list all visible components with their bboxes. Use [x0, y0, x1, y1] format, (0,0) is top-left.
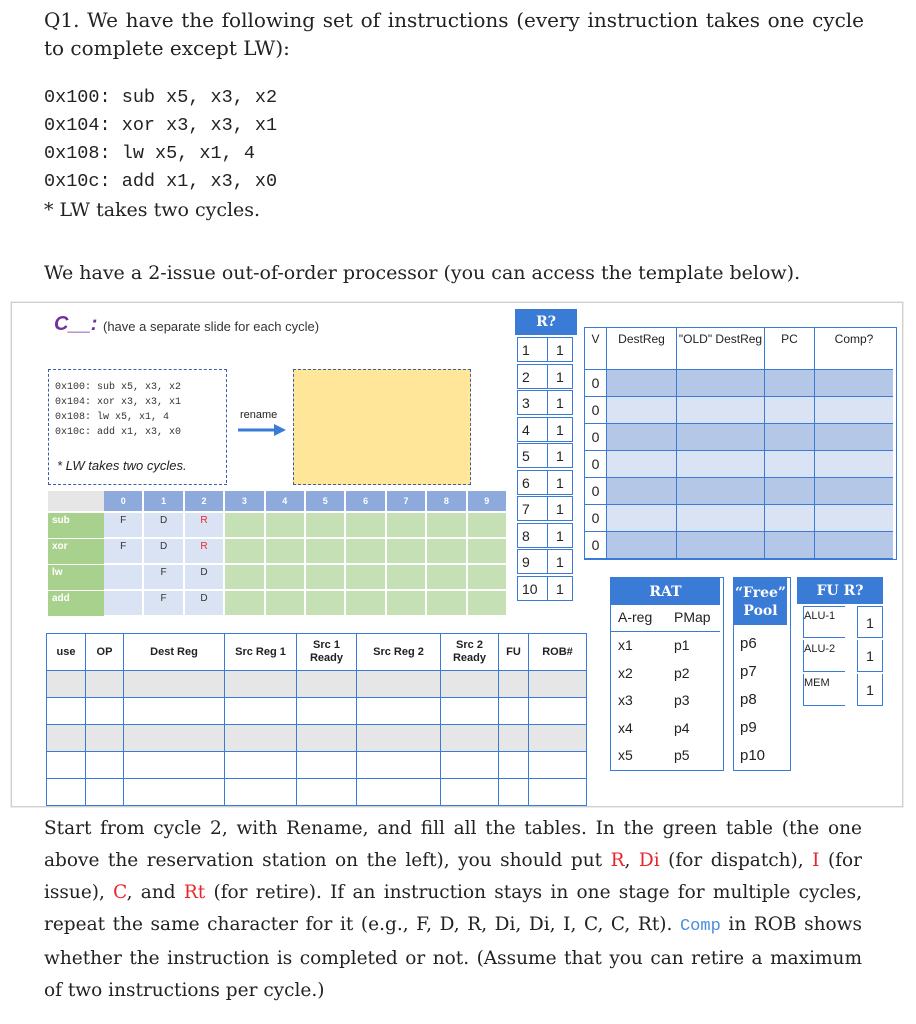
- stage-rt: Rt: [183, 882, 206, 903]
- pipeline-cell[interactable]: D: [185, 591, 224, 616]
- fu-name: ALU-1: [803, 606, 845, 638]
- rs-cell[interactable]: [46, 779, 86, 806]
- instr-text-f: in ROB shows whether the instruction is completed or not. (Assume that you can retire a maximum of two instructions per cycle.): [44, 914, 863, 1001]
- rs-cell[interactable]: [529, 752, 587, 779]
- pipeline-cell[interactable]: [468, 539, 507, 564]
- stage-c: C: [113, 882, 127, 903]
- pipeline-cell[interactable]: [306, 513, 345, 538]
- instructions-paragraph: [44, 813, 862, 1007]
- rob-cell[interactable]: [815, 370, 893, 397]
- pipeline-cell[interactable]: F: [104, 513, 143, 538]
- code-line-2: 0x104: xor x3, x3, x1: [44, 115, 278, 136]
- instr-sep: ,: [624, 850, 639, 871]
- rat-areg: x5: [618, 747, 633, 763]
- fu-name: ALU-2: [803, 640, 845, 672]
- rob-table: [584, 327, 897, 560]
- comp-code: Comp: [679, 917, 721, 936]
- renamed-instructions-box[interactable]: [293, 369, 471, 485]
- free-pool-item[interactable]: p7: [740, 663, 757, 680]
- stage-r: R: [610, 850, 625, 871]
- register-ready-table: [515, 309, 577, 599]
- rob-cell[interactable]: [815, 478, 893, 505]
- pipeline-cell[interactable]: [346, 591, 385, 616]
- rat-pmap[interactable]: p5: [674, 747, 690, 763]
- rat-col-pmap: PMap: [674, 609, 711, 625]
- register-number: 6: [517, 470, 547, 495]
- register-ready-bit[interactable]: 1: [547, 470, 573, 495]
- register-ready-bit[interactable]: 1: [547, 364, 573, 389]
- rs-cell[interactable]: [499, 725, 529, 752]
- rs-cell[interactable]: [297, 779, 357, 806]
- rs-cell[interactable]: [357, 698, 441, 725]
- pipeline-cell[interactable]: [225, 513, 264, 538]
- rob-cell[interactable]: [815, 424, 893, 451]
- rat-pmap[interactable]: p1: [674, 637, 690, 653]
- pipeline-cell[interactable]: [346, 539, 385, 564]
- rs-cell[interactable]: [529, 671, 587, 698]
- code-line-1: 0x100: sub x5, x3, x2: [44, 87, 278, 108]
- rs-cell[interactable]: [46, 752, 86, 779]
- rat-areg: x3: [618, 692, 633, 708]
- rat-areg: x2: [618, 664, 633, 681]
- pipeline-cycle-2: 2: [185, 491, 224, 511]
- cycle-subtitle: (have a separate slide for each cycle): [103, 319, 320, 334]
- rob-header-1: DestReg: [607, 328, 677, 370]
- pipeline-cell[interactable]: F: [144, 591, 183, 616]
- rs-cell[interactable]: [124, 779, 225, 806]
- rs-cell[interactable]: [124, 671, 225, 698]
- rs-cell[interactable]: [225, 698, 297, 725]
- register-ready-bit[interactable]: 1: [547, 576, 573, 601]
- pipeline-cycle-7: 7: [387, 491, 426, 511]
- rs-cell[interactable]: [441, 752, 499, 779]
- rs-cell[interactable]: [499, 752, 529, 779]
- rob-cell[interactable]: [607, 424, 677, 451]
- rob-cell[interactable]: [677, 505, 765, 532]
- pipeline-cell[interactable]: [346, 565, 385, 590]
- pipeline-cell[interactable]: R: [185, 513, 224, 538]
- rob-valid-bit[interactable]: 0: [585, 532, 607, 559]
- pipeline-cell[interactable]: [387, 591, 426, 616]
- pipeline-cell[interactable]: [346, 513, 385, 538]
- rob-cell[interactable]: [815, 451, 893, 478]
- rob-cell[interactable]: [815, 532, 893, 559]
- fu-ready-header: FU R?: [797, 577, 883, 604]
- rob-valid-bit[interactable]: 0: [585, 505, 607, 532]
- rob-valid-bit[interactable]: 0: [585, 397, 607, 424]
- register-number: 4: [517, 417, 547, 442]
- register-ready-header: R?: [515, 309, 577, 335]
- rob-header-4: Comp?: [815, 328, 893, 370]
- rob-header-3: PC: [765, 328, 815, 370]
- lw-note: * LW takes two cycles.: [44, 199, 261, 221]
- rob-cell[interactable]: [765, 505, 815, 532]
- pipeline-cell[interactable]: D: [144, 513, 183, 538]
- rat-areg: x4: [618, 719, 633, 736]
- pipeline-cell[interactable]: R: [185, 539, 224, 564]
- pipeline-cell[interactable]: [468, 591, 507, 616]
- free-pool-item[interactable]: p9: [740, 719, 757, 736]
- register-number: 8: [517, 523, 547, 548]
- register-ready-bit[interactable]: 1: [547, 496, 573, 521]
- rs-header-8: ROB#: [529, 633, 587, 671]
- register-number: 10: [517, 576, 547, 601]
- pipeline-cell[interactable]: [225, 539, 264, 564]
- rs-cell[interactable]: [499, 779, 529, 806]
- rob-cell[interactable]: [765, 478, 815, 505]
- rs-cell[interactable]: [499, 698, 529, 725]
- code-line-3: 0x108: lw x5, x1, 4: [44, 143, 255, 164]
- register-ready-bit[interactable]: 1: [547, 390, 573, 415]
- pipeline-cycle-5: 5: [306, 491, 345, 511]
- rat-pmap[interactable]: p2: [674, 664, 690, 681]
- pipeline-cycle-1: 1: [144, 491, 183, 511]
- rob-cell[interactable]: [765, 397, 815, 424]
- pipeline-cell[interactable]: [104, 565, 143, 590]
- instr-text-d: , and: [126, 882, 184, 903]
- register-number: 7: [517, 496, 547, 521]
- pipeline-cell[interactable]: [104, 591, 143, 616]
- rs-cell[interactable]: [357, 752, 441, 779]
- stage-i: I: [812, 850, 820, 871]
- rs-cell[interactable]: [124, 752, 225, 779]
- rs-cell[interactable]: [297, 698, 357, 725]
- pipeline-table: [48, 491, 504, 619]
- rob-cell[interactable]: [677, 424, 765, 451]
- instr-text-e: (for retire). If an instruction stays in one stage for multiple cycles, repeat the same character for it (e.g., F, D, R, Di, Di, I, C, C, Rt).: [44, 882, 863, 935]
- pipeline-cell[interactable]: [427, 565, 466, 590]
- rs-cell[interactable]: [86, 779, 124, 806]
- code-line-4: 0x10c: add x1, x3, x0: [44, 171, 278, 192]
- rs-cell[interactable]: [357, 779, 441, 806]
- rs-header-7: FU: [499, 633, 529, 671]
- pipeline-cell[interactable]: F: [144, 565, 183, 590]
- slide-code-2: 0x104: xor x3, x3, x1: [55, 397, 182, 408]
- rob-cell[interactable]: [607, 478, 677, 505]
- rat-areg: x1: [618, 637, 633, 653]
- rs-cell[interactable]: [124, 725, 225, 752]
- rs-header-6: Src 2 Ready: [441, 633, 499, 671]
- pipeline-cell[interactable]: [266, 591, 305, 616]
- rs-cell[interactable]: [124, 698, 225, 725]
- rob-cell[interactable]: [607, 397, 677, 424]
- pipeline-cycle-3: 3: [225, 491, 264, 511]
- rob-cell[interactable]: [607, 532, 677, 559]
- rat-table: [610, 577, 724, 771]
- fu-name: MEM: [803, 674, 845, 706]
- rob-cell[interactable]: [607, 370, 677, 397]
- pipeline-cell[interactable]: [387, 565, 426, 590]
- rs-cell[interactable]: [86, 671, 124, 698]
- pipeline-cycle-0: 0: [104, 491, 143, 511]
- free-pool-item[interactable]: p8: [740, 691, 757, 708]
- rob-valid-bit[interactable]: 0: [585, 451, 607, 478]
- rs-cell[interactable]: [86, 752, 124, 779]
- slide-code-box: [48, 369, 227, 485]
- register-ready-bit[interactable]: 1: [547, 549, 573, 574]
- rs-header-3: Src Reg 1: [225, 633, 297, 671]
- pipeline-instr-lw: lw: [48, 565, 104, 590]
- rs-header-4: Src 1 Ready: [297, 633, 357, 671]
- rs-cell[interactable]: [529, 725, 587, 752]
- pipeline-cell[interactable]: [387, 539, 426, 564]
- pipeline-cell[interactable]: F: [104, 539, 143, 564]
- rat-pmap[interactable]: p3: [674, 692, 690, 708]
- rob-cell[interactable]: [677, 532, 765, 559]
- rename-label: rename: [240, 409, 278, 421]
- slide-code-1: 0x100: sub x5, x3, x2: [55, 382, 182, 393]
- pipeline-cell[interactable]: [306, 565, 345, 590]
- stage-di: Di: [638, 850, 660, 871]
- rs-cell[interactable]: [499, 671, 529, 698]
- rs-cell[interactable]: [225, 671, 297, 698]
- rs-header-1: OP: [86, 633, 124, 671]
- rat-pmap[interactable]: p4: [674, 719, 690, 736]
- rob-cell[interactable]: [765, 532, 815, 559]
- rename-arrow-icon: [236, 423, 288, 437]
- rs-cell[interactable]: [529, 779, 587, 806]
- pipeline-cell[interactable]: [266, 539, 305, 564]
- slide-code-4: 0x10c: add x1, x3, x0: [55, 427, 182, 438]
- rob-valid-bit[interactable]: 0: [585, 370, 607, 397]
- rs-cell[interactable]: [86, 725, 124, 752]
- pipeline-cell[interactable]: [306, 591, 345, 616]
- rs-cell[interactable]: [46, 725, 86, 752]
- rat-header: RAT: [611, 578, 720, 605]
- fu-ready-bit[interactable]: 1: [857, 674, 883, 706]
- register-number: 9: [517, 549, 547, 574]
- rat-col-areg: A-reg: [618, 609, 653, 625]
- register-ready-bit[interactable]: 1: [547, 337, 573, 362]
- pipeline-cell[interactable]: [225, 591, 264, 616]
- pipeline-cell[interactable]: [427, 513, 466, 538]
- pipeline-instr-sub: sub: [48, 513, 104, 538]
- pipeline-cell[interactable]: [225, 565, 264, 590]
- register-ready-bit[interactable]: 1: [547, 443, 573, 468]
- pipeline-cell[interactable]: [427, 539, 466, 564]
- rob-cell[interactable]: [677, 451, 765, 478]
- rs-header-5: Src Reg 2: [357, 633, 441, 671]
- rs-cell[interactable]: [297, 671, 357, 698]
- question-title: Q1. We have the following set of instructions (every instruction takes one cycle to complete except LW):: [44, 8, 864, 60]
- rs-cell[interactable]: [357, 671, 441, 698]
- processor-text: We have a 2-issue out-of-order processor (you can access the template below).: [44, 262, 801, 284]
- rob-cell[interactable]: [765, 370, 815, 397]
- pipeline-cycle-6: 6: [346, 491, 385, 511]
- instr-text-a: Start from cycle 2, with Rename, and fill all the tables. In the green table (the one above the reservation station on the left), you should put: [44, 818, 862, 871]
- register-number: 2: [517, 364, 547, 389]
- rob-cell[interactable]: [765, 424, 815, 451]
- rs-cell[interactable]: [225, 725, 297, 752]
- rs-cell[interactable]: [441, 779, 499, 806]
- rob-valid-bit[interactable]: 0: [585, 424, 607, 451]
- instr-text-b: (for dispatch),: [659, 850, 813, 871]
- pipeline-cell[interactable]: [427, 591, 466, 616]
- rs-header-2: Dest Reg: [124, 633, 225, 671]
- cycle-title: C__:: [54, 313, 98, 335]
- rs-cell[interactable]: [529, 698, 587, 725]
- pipeline-cell[interactable]: [306, 539, 345, 564]
- rs-cell[interactable]: [441, 671, 499, 698]
- pipeline-cell[interactable]: [266, 565, 305, 590]
- rob-cell[interactable]: [765, 451, 815, 478]
- rs-cell[interactable]: [46, 698, 86, 725]
- rs-cell[interactable]: [357, 725, 441, 752]
- pipeline-cycle-4: 4: [266, 491, 305, 511]
- register-ready-bit[interactable]: 1: [547, 523, 573, 548]
- rob-cell[interactable]: [815, 505, 893, 532]
- pipeline-cell[interactable]: [387, 513, 426, 538]
- fu-ready-bit[interactable]: 1: [857, 640, 883, 672]
- rs-cell[interactable]: [441, 725, 499, 752]
- free-pool-header: “Free” Pool: [734, 578, 787, 625]
- rs-header-0: use: [46, 633, 86, 671]
- pipeline-cycle-9: 9: [468, 491, 507, 511]
- pipeline-instr-add: add: [48, 591, 104, 616]
- rob-cell[interactable]: [815, 397, 893, 424]
- rs-cell[interactable]: [46, 671, 86, 698]
- rs-cell[interactable]: [86, 698, 124, 725]
- rob-cell[interactable]: [677, 397, 765, 424]
- rs-cell[interactable]: [225, 752, 297, 779]
- pipeline-cell[interactable]: [266, 513, 305, 538]
- fu-ready-bit[interactable]: 1: [857, 606, 883, 638]
- rob-cell[interactable]: [677, 370, 765, 397]
- rs-cell[interactable]: [441, 698, 499, 725]
- register-number: 5: [517, 443, 547, 468]
- rob-header-0: V: [585, 328, 607, 370]
- pipeline-cell[interactable]: D: [144, 539, 183, 564]
- pipeline-cell[interactable]: D: [185, 565, 224, 590]
- free-pool-item[interactable]: p6: [740, 635, 757, 652]
- instr-text-c: (for issue),: [44, 850, 862, 903]
- rob-cell[interactable]: [607, 451, 677, 478]
- rs-cell[interactable]: [297, 725, 357, 752]
- rob-valid-bit[interactable]: 0: [585, 478, 607, 505]
- reservation-station: [46, 633, 588, 785]
- register-number: 3: [517, 390, 547, 415]
- free-pool-table: [733, 577, 791, 771]
- rs-cell[interactable]: [225, 779, 297, 806]
- pipeline-cycle-8: 8: [427, 491, 466, 511]
- register-ready-bit[interactable]: 1: [547, 417, 573, 442]
- rob-header-2: "OLD" DestReg: [677, 328, 765, 370]
- cycle-slide: [11, 302, 903, 807]
- slide-lw-note: * LW takes two cycles.: [57, 458, 187, 473]
- register-number: 1: [517, 337, 547, 362]
- pipeline-cell[interactable]: [468, 565, 507, 590]
- rob-cell[interactable]: [677, 478, 765, 505]
- rs-cell[interactable]: [297, 752, 357, 779]
- fu-ready-table: [797, 577, 883, 707]
- free-pool-item[interactable]: p10: [740, 747, 766, 764]
- slide-code-3: 0x108: lw x5, x1, 4: [55, 412, 170, 423]
- pipeline-instr-xor: xor: [48, 539, 104, 564]
- rob-cell[interactable]: [607, 505, 677, 532]
- pipeline-cell[interactable]: [468, 513, 507, 538]
